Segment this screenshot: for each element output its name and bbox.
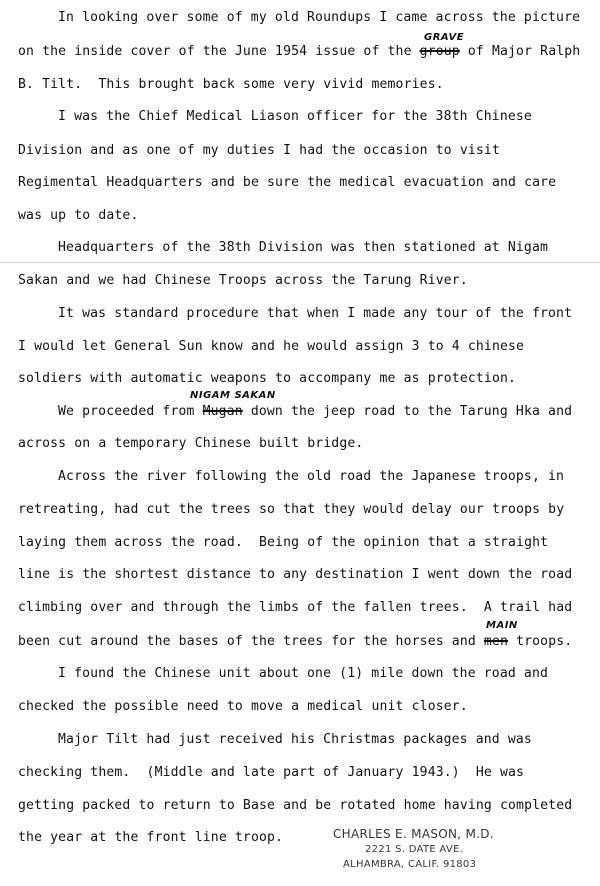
text-line: retreating, had cut the trees so that they would delay our troops by [18, 502, 565, 517]
scan-artifact-line [0, 262, 600, 263]
text-line: climbing over and through the limbs of the fallen trees. A trail had [18, 600, 573, 615]
text-line: B. Tilt. This brought back some very vivid memories. [18, 77, 444, 92]
text-line: on the inside cover of the June 1954 issue of the group of Major Ralph [18, 44, 581, 59]
stamp-street: 2221 S. DATE AVE. [365, 844, 464, 855]
text-line: Headquarters of the 38th Division was then stationed at Nigam [58, 240, 549, 255]
struck-word: men [483, 634, 509, 649]
handwritten-correction: MAIN [486, 620, 518, 631]
text-line: across on a temporary Chinese built bridge. [18, 436, 364, 451]
text-line: Across the river following the old road the Japanese troops, in [58, 469, 565, 484]
text-line: checking them. (Middle and late part of January 1943.) He was [18, 765, 525, 780]
text-line: I would let General Sun know and he would assign 3 to 4 chinese [18, 339, 525, 354]
text-line: soldiers with automatic weapons to accompany me as protection. [18, 371, 517, 386]
text-line: We proceeded from Mugan down the jeep road to the Tarung Hka and [58, 404, 573, 419]
stamp-name: CHARLES E. MASON, M.D. [333, 827, 494, 841]
struck-word: Mugan [202, 404, 243, 419]
text-line: I was the Chief Medical Liason officer for the 38th Chinese [58, 109, 532, 124]
text-line: Division and as one of my duties I had the occasion to visit [18, 143, 500, 158]
text-line: In looking over some of my old Roundups I came across the picture [58, 10, 581, 25]
handwritten-correction: NIGAM SAKAN [190, 390, 276, 401]
text-line: Regimental Headquarters and be sure the medical evacuation and care [18, 175, 557, 190]
text-line: laying them across the road. Being of the opinion that a straight [18, 535, 549, 550]
handwritten-correction: GRAVE [424, 32, 465, 43]
text-line: Major Tilt had just received his Christmas packages and was [58, 732, 532, 747]
text-line: checked the possible need to move a medical unit closer. [18, 699, 468, 714]
text-line: was up to date. [18, 208, 139, 223]
text-line: It was standard procedure that when I made any tour of the front [58, 306, 573, 321]
stamp-city: ALHAMBRA, CALIF. 91803 [343, 859, 477, 870]
text-line: been cut around the bases of the trees for the horses and men troops. [18, 634, 573, 649]
text-line: getting packed to return to Base and be rotated home having completed [18, 798, 573, 813]
text-line: line is the shortest distance to any destination I went down the road [18, 567, 573, 582]
text-line: I found the Chinese unit about one (1) mile down the road and [58, 666, 549, 681]
struck-word: group [419, 44, 460, 59]
text-line: Sakan and we had Chinese Troops across the Tarung River. [18, 273, 468, 288]
text-line: the year at the front line troop. [18, 830, 284, 845]
